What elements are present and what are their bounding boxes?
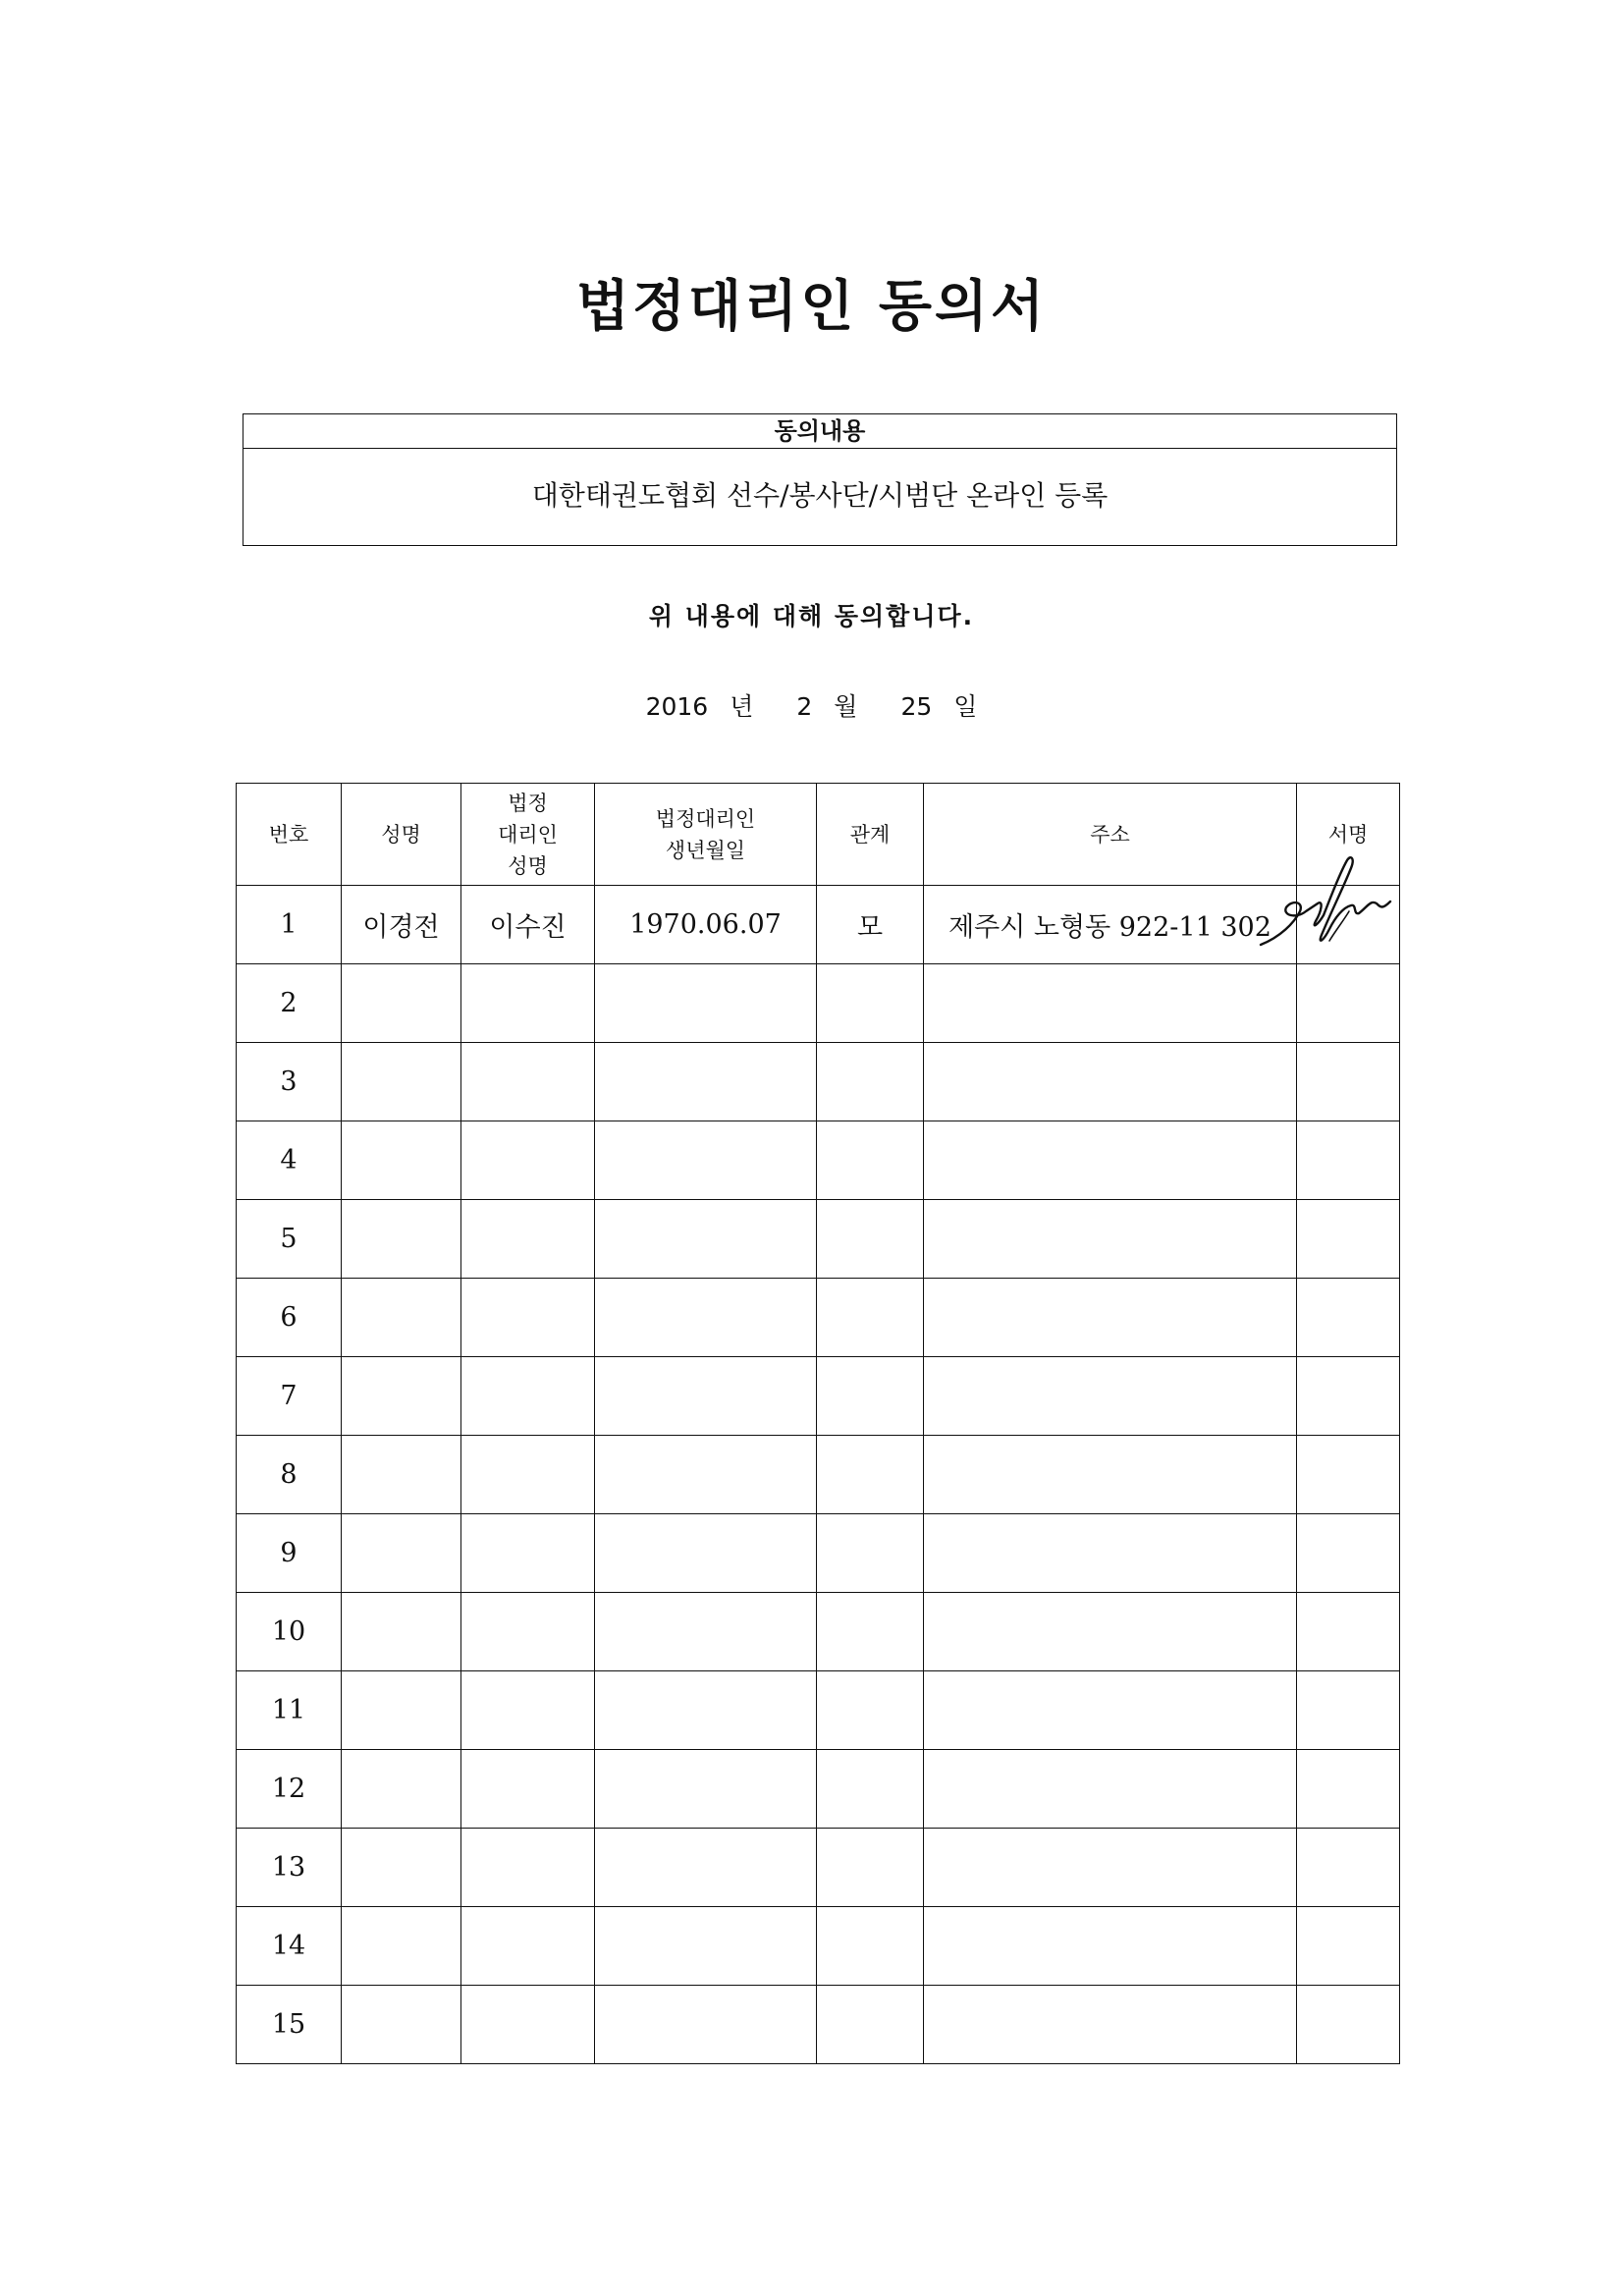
cell-relation — [817, 1121, 924, 1200]
cell-guardian-birth: 1970.06.07 — [595, 886, 817, 964]
cell-guardian-name — [461, 1671, 595, 1750]
cell-address — [924, 964, 1297, 1043]
cell-address — [924, 1357, 1297, 1436]
cell-address — [924, 1986, 1297, 2064]
cell-no: 3 — [237, 1043, 342, 1121]
cell-address — [924, 1593, 1297, 1671]
date-year-label: 년 — [730, 692, 754, 721]
cell-guardian-name — [461, 964, 595, 1043]
cell-name — [342, 1514, 461, 1593]
cell-name — [342, 1593, 461, 1671]
cell-guardian-birth — [595, 1279, 817, 1357]
table-row — [237, 1200, 1400, 1279]
cell-relation: 모 — [817, 886, 924, 964]
cell-relation — [817, 1043, 924, 1121]
cell-address — [924, 1043, 1297, 1121]
cell-guardian-birth — [595, 1593, 817, 1671]
date-day: 25 — [900, 692, 933, 721]
cell-signature — [1297, 886, 1400, 964]
table-row — [237, 1043, 1400, 1121]
cell-signature — [1297, 1514, 1400, 1593]
cell-guardian-birth — [595, 1357, 817, 1436]
cell-guardian-birth — [595, 1671, 817, 1750]
cell-relation — [817, 1829, 924, 1907]
header-address: 주소 — [924, 784, 1297, 886]
consent-box — [243, 413, 1397, 546]
cell-no: 6 — [237, 1279, 342, 1357]
cell-no: 7 — [237, 1357, 342, 1436]
date-month: 2 — [796, 692, 813, 721]
cell-name — [342, 1829, 461, 1907]
cell-guardian-name — [461, 1514, 595, 1593]
date-day-label: 일 — [953, 692, 978, 721]
cell-guardian-name — [461, 1200, 595, 1279]
cell-name — [342, 964, 461, 1043]
cell-signature — [1297, 964, 1400, 1043]
consent-body: 대한태권도협회 선수/봉사단/시범단 온라인 등록 — [531, 479, 1109, 512]
cell-signature — [1297, 1907, 1400, 1986]
cell-name — [342, 1671, 461, 1750]
header-guardian-birth-line2: 생년월일 — [665, 838, 746, 862]
cell-address — [924, 1829, 1297, 1907]
cell-signature — [1297, 1436, 1400, 1514]
date-year: 2016 — [645, 692, 709, 721]
cell-guardian-birth — [595, 1121, 817, 1200]
date-line — [0, 687, 1623, 723]
cell-guardian-name — [461, 1043, 595, 1121]
cell-address — [924, 1514, 1297, 1593]
cell-relation — [817, 1671, 924, 1750]
header-guardian-name-line2: 대리인 — [498, 822, 558, 847]
cell-relation — [817, 1750, 924, 1829]
cell-name — [342, 1043, 461, 1121]
cell-guardian-name — [461, 1750, 595, 1829]
table-row — [237, 1593, 1400, 1671]
cell-signature — [1297, 1750, 1400, 1829]
cell-guardian-name — [461, 1279, 595, 1357]
cell-name — [342, 1907, 461, 1986]
cell-name: 이경전 — [342, 886, 461, 964]
cell-address — [924, 1436, 1297, 1514]
cell-signature — [1297, 1593, 1400, 1671]
cell-guardian-birth — [595, 1750, 817, 1829]
header-signature: 서명 — [1297, 784, 1400, 886]
cell-guardian-name — [461, 1986, 595, 2064]
cell-relation — [817, 964, 924, 1043]
cell-guardian-birth — [595, 1514, 817, 1593]
cell-relation — [817, 1593, 924, 1671]
cell-name — [342, 1121, 461, 1200]
cell-address — [924, 1121, 1297, 1200]
cell-guardian-birth — [595, 1829, 817, 1907]
header-guardian-name-line3: 성명 — [508, 853, 548, 878]
cell-signature — [1297, 1200, 1400, 1279]
cell-no: 11 — [237, 1671, 342, 1750]
header-guardian-birth-line1: 법정대리인 — [655, 806, 756, 831]
cell-guardian-birth — [595, 1043, 817, 1121]
cell-guardian-birth — [595, 1986, 817, 2064]
guardian-table — [236, 783, 1400, 2064]
header-guardian-name — [461, 784, 595, 886]
table-row — [237, 1829, 1400, 1907]
cell-no: 15 — [237, 1986, 342, 2064]
cell-address: 제주시 노형동 922-11 302 — [924, 886, 1297, 964]
cell-signature — [1297, 1986, 1400, 2064]
cell-no: 8 — [237, 1436, 342, 1514]
table-row — [237, 886, 1400, 964]
cell-guardian-name — [461, 1436, 595, 1514]
cell-signature — [1297, 1043, 1400, 1121]
table-row — [237, 964, 1400, 1043]
cell-address — [924, 1279, 1297, 1357]
cell-guardian-name — [461, 1357, 595, 1436]
header-name: 성명 — [342, 784, 461, 886]
cell-name — [342, 1750, 461, 1829]
cell-guardian-name — [461, 1907, 595, 1986]
header-guardian-birth — [595, 784, 817, 886]
cell-signature — [1297, 1279, 1400, 1357]
cell-address — [924, 1907, 1297, 1986]
table-row — [237, 1357, 1400, 1436]
cell-name — [342, 1200, 461, 1279]
cell-name — [342, 1436, 461, 1514]
cell-guardian-name — [461, 1593, 595, 1671]
cell-relation — [817, 1986, 924, 2064]
table-header-row — [237, 784, 1400, 886]
cell-signature — [1297, 1829, 1400, 1907]
cell-relation — [817, 1436, 924, 1514]
cell-no: 9 — [237, 1514, 342, 1593]
cell-signature — [1297, 1671, 1400, 1750]
table-row — [237, 1750, 1400, 1829]
cell-no: 2 — [237, 964, 342, 1043]
table-row — [237, 1436, 1400, 1514]
cell-name — [342, 1357, 461, 1436]
cell-signature — [1297, 1357, 1400, 1436]
table-row — [237, 1907, 1400, 1986]
consent-header: 동의내용 — [243, 414, 1396, 449]
cell-address — [924, 1671, 1297, 1750]
cell-relation — [817, 1279, 924, 1357]
table-row — [237, 1279, 1400, 1357]
cell-no: 1 — [237, 886, 342, 964]
cell-guardian-birth — [595, 1907, 817, 1986]
cell-no: 13 — [237, 1829, 342, 1907]
table-row — [237, 1514, 1400, 1593]
cell-guardian-birth — [595, 1200, 817, 1279]
cell-signature — [1297, 1121, 1400, 1200]
agreement-text: 위 내용에 대해 동의합니다. — [648, 602, 975, 630]
table-row — [237, 1121, 1400, 1200]
table-row — [237, 1671, 1400, 1750]
cell-guardian-name — [461, 1829, 595, 1907]
cell-relation — [817, 1200, 924, 1279]
cell-no: 14 — [237, 1907, 342, 1986]
cell-relation — [817, 1357, 924, 1436]
cell-relation — [817, 1514, 924, 1593]
cell-no: 12 — [237, 1750, 342, 1829]
cell-address — [924, 1200, 1297, 1279]
cell-name — [342, 1279, 461, 1357]
date-month-label: 월 — [834, 692, 858, 721]
cell-guardian-birth — [595, 964, 817, 1043]
header-guardian-name-line1: 법정 — [508, 791, 548, 815]
cell-relation — [817, 1907, 924, 1986]
table-row — [237, 1986, 1400, 2064]
header-relation: 관계 — [817, 784, 924, 886]
cell-guardian-name: 이수진 — [461, 886, 595, 964]
cell-name — [342, 1986, 461, 2064]
header-no: 번호 — [237, 784, 342, 886]
cell-no: 4 — [237, 1121, 342, 1200]
cell-guardian-birth — [595, 1436, 817, 1514]
cell-address — [924, 1750, 1297, 1829]
cell-no: 5 — [237, 1200, 342, 1279]
page-title: 법정대리인 동의서 — [575, 274, 1048, 339]
cell-guardian-name — [461, 1121, 595, 1200]
cell-no: 10 — [237, 1593, 342, 1671]
